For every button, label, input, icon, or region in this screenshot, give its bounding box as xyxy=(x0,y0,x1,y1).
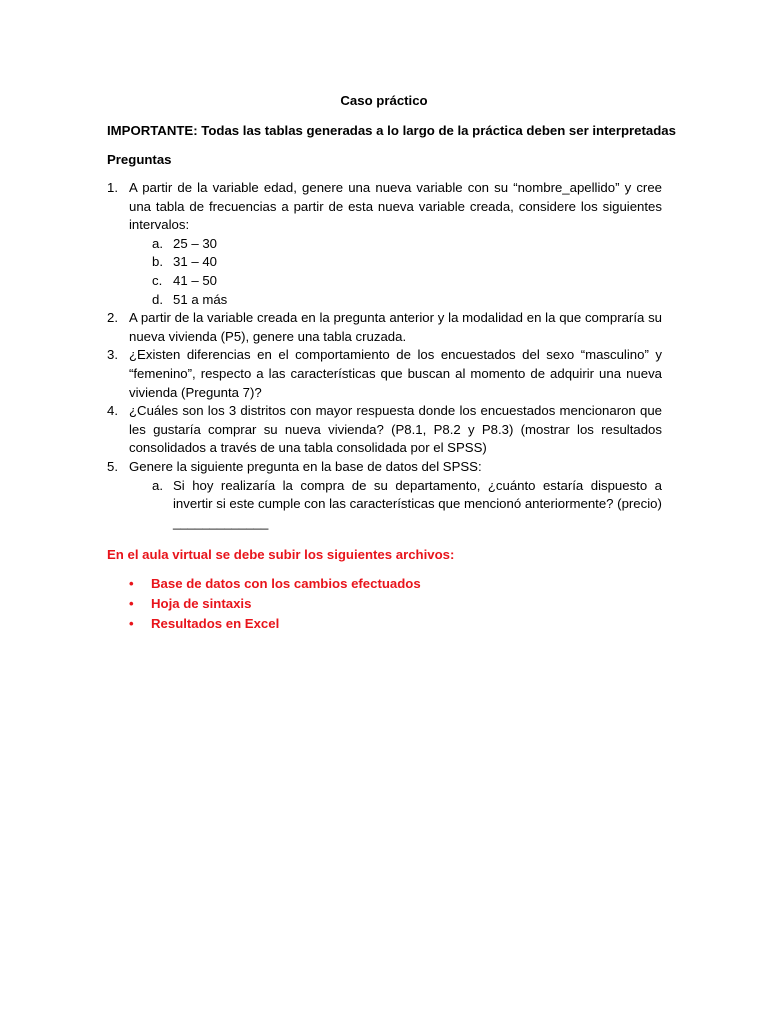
question-number: 1. xyxy=(107,180,118,195)
interval-text: 51 a más xyxy=(173,291,228,307)
upload-item-text: Resultados en Excel xyxy=(151,616,280,631)
interval-letter: d. xyxy=(152,291,163,307)
question-number: 4. xyxy=(107,403,118,419)
questions-list xyxy=(107,179,662,532)
question-5 xyxy=(107,458,662,532)
question-number: 2. xyxy=(107,310,118,326)
answer-blank-line: _____________ xyxy=(173,514,269,530)
upload-heading: En el aula virtual se debe subir los siguientes archivos: xyxy=(107,547,455,562)
interval-item xyxy=(129,253,662,272)
question-text: A partir de la variable edad, genere una nueva variable con su “nombre_apellido” y cree una tabla de frecuencias a partir de esta nueva variable creada, considere los siguientes intervalos: xyxy=(129,180,662,233)
question-text: A partir de la variable creada en la pregunta anterior y la modalidad en la que compraría su nueva vivienda (P5), genere una tabla cruzada. xyxy=(129,310,662,344)
question-text: ¿Cuáles son los 3 distritos con mayor respuesta donde los encuestados mencionaron que les gustaría comprar su nueva vivienda? (P8.1, P8.2 y P8.3) (mostrar los resultados consolidados a través de una tabla consolidada por el SPSS) xyxy=(129,403,662,456)
subquestion-letter: a. xyxy=(152,477,163,493)
upload-item-text: Hoja de sintaxis xyxy=(151,596,252,611)
interval-text: 25 – 30 xyxy=(173,235,217,251)
question-3 xyxy=(107,346,662,402)
question-4 xyxy=(107,402,662,458)
question-2 xyxy=(107,309,662,346)
important-note: IMPORTANTE: Todas las tablas generadas a lo largo de la práctica deben ser interpretadas xyxy=(107,123,676,138)
interval-letter: c. xyxy=(152,272,163,288)
bullet-icon: • xyxy=(129,576,134,591)
interval-text: 41 – 50 xyxy=(173,272,217,288)
upload-item-text: Base de datos con los cambios efectuados xyxy=(151,576,421,591)
question-number: 5. xyxy=(107,458,118,474)
question-number: 3. xyxy=(107,347,118,363)
bullet-icon: • xyxy=(129,616,134,631)
upload-item xyxy=(107,595,421,615)
interval-item xyxy=(129,235,662,254)
interval-item xyxy=(129,272,662,291)
interval-letter: a. xyxy=(152,235,163,251)
upload-item xyxy=(107,575,421,595)
interval-text: 31 – 40 xyxy=(173,254,217,270)
questions-heading: Preguntas xyxy=(107,152,172,167)
subquestion-item xyxy=(129,477,662,533)
interval-letter: b. xyxy=(152,254,163,270)
upload-item xyxy=(107,615,421,635)
document-title: Caso práctico xyxy=(340,93,428,108)
interval-item xyxy=(129,291,662,310)
bullet-icon: • xyxy=(129,596,134,611)
question-1 xyxy=(107,179,662,309)
interval-list xyxy=(129,235,662,309)
question-text: ¿Existen diferencias en el comportamiento de los encuestados del sexo “masculino” y “femenino”, respecto a las características que buscan al momento de adquirir una nueva vivienda (Pregunta 7)? xyxy=(129,347,662,400)
upload-list xyxy=(107,575,421,635)
question-text: Genere la siguiente pregunta en la base de datos del SPSS: xyxy=(129,458,482,474)
subquestion-text: Si hoy realizaría la compra de su departamento, ¿cuánto estaría dispuesto a invertir si este cumple con las características que mencionó anteriormente? (precio) xyxy=(173,477,662,512)
